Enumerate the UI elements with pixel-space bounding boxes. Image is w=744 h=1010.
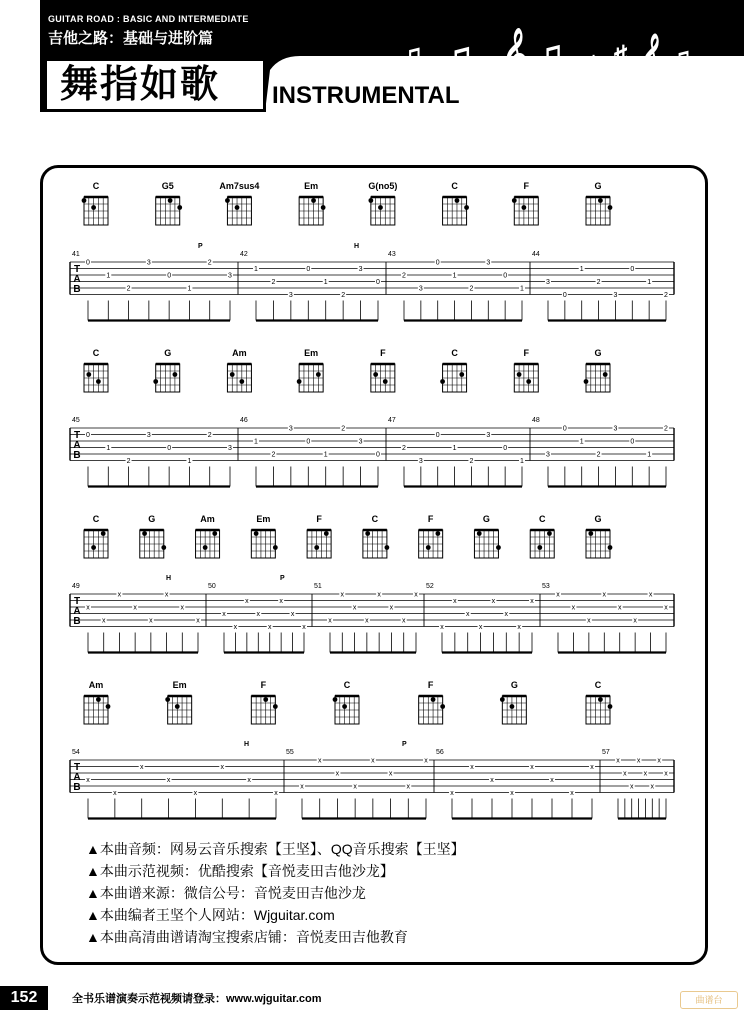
tab-note: x (279, 598, 283, 605)
tab-note: x (267, 624, 272, 631)
info-block (86, 838, 465, 948)
tab-note: 1 (647, 451, 652, 459)
tab-clef-letter: A (73, 274, 81, 285)
technique-mark: H (166, 575, 172, 582)
tab-note: x (478, 624, 483, 631)
chord-dot (142, 531, 147, 536)
chord-dot (165, 697, 170, 702)
chord-dot (173, 372, 178, 377)
tab-note: x (450, 790, 454, 797)
chord-name: F (380, 348, 386, 358)
tab-note: x (328, 617, 332, 625)
tab-note: x (406, 783, 411, 791)
tab-note: 0 (167, 445, 172, 452)
tab-clef-letter: A (73, 772, 81, 783)
tab-note: x (220, 764, 225, 771)
measure-number: 42 (240, 251, 248, 258)
tab-note: 0 (435, 259, 440, 267)
technique-mark: P (280, 575, 285, 582)
tab-note: x (388, 770, 393, 778)
chord-dot (177, 205, 182, 210)
chord-dot (496, 545, 501, 550)
svg-text:♫: ♫ (672, 42, 692, 72)
chord-dot (383, 379, 388, 384)
tab-note: x (247, 777, 251, 784)
info-line-source: ▲本曲谱来源：微信公号：音悦麦田吉他沙龙 (86, 885, 366, 901)
technique-mark: P (402, 741, 407, 748)
chord-dot (464, 205, 469, 210)
watermark-logo: 曲谱台 (680, 991, 738, 1009)
tab-note: 2 (271, 451, 276, 459)
tab-clef-letter: B (73, 782, 81, 793)
chord-dot (297, 379, 302, 384)
measure-number: 44 (532, 251, 540, 258)
measure-number: 57 (602, 749, 610, 756)
tab-note: x (180, 604, 185, 612)
chord-dot (365, 531, 370, 536)
tab-note: x (570, 790, 574, 797)
chord-name: G (594, 348, 602, 358)
song-title-cn: 舞指如歌 (60, 64, 221, 106)
tab-clef-letter: T (73, 596, 81, 607)
tab-note: x (377, 591, 381, 599)
tab-note: x (256, 611, 261, 618)
tab-note: 2 (207, 432, 212, 439)
tab-note: x (440, 624, 444, 631)
measure-number: 46 (240, 417, 248, 424)
chord-name: C (343, 680, 351, 690)
chord-dot (153, 379, 158, 384)
chord-dot (378, 205, 383, 210)
chord-dot (175, 704, 180, 709)
chord-dot (311, 198, 316, 203)
chord-dot (584, 379, 589, 384)
tab-note: 1 (323, 451, 328, 459)
chord-name: Em (304, 348, 319, 358)
chord-name: F (427, 680, 434, 690)
chord-dot (455, 198, 460, 203)
tab-note: x (290, 611, 295, 618)
measure-number: 45 (72, 417, 80, 424)
chord-name: C (371, 514, 379, 524)
chord-dot (342, 704, 347, 709)
tab-note: 1 (579, 438, 584, 446)
tab-note: 0 (630, 266, 635, 273)
tab-note: 0 (435, 432, 440, 439)
tab-note: 3 (228, 445, 232, 452)
tab-note: 1 (254, 438, 258, 446)
chord-dot (588, 531, 593, 536)
chord-dot (96, 697, 101, 702)
tab-note: 3 (546, 451, 550, 459)
tab-note: 3 (358, 438, 363, 446)
tab-note: x (245, 598, 249, 605)
chord-dot (608, 205, 613, 210)
tab-note: x (300, 783, 304, 791)
chord-dot (91, 545, 96, 550)
tab-note: 2 (271, 279, 276, 286)
chord-dot (82, 198, 87, 203)
tab-note: 1 (579, 266, 584, 273)
chord-name: Em (172, 680, 187, 690)
chord-name: C (594, 680, 602, 690)
tab-note: 1 (323, 279, 328, 286)
chord-name: G (594, 181, 602, 191)
chord-name: F (316, 514, 322, 524)
tab-note: x (113, 790, 117, 797)
tab-note: x (414, 591, 418, 599)
tab-note: x (616, 757, 620, 765)
svg-text:𝄞: 𝄞 (640, 35, 664, 79)
chord-name: C (451, 348, 458, 358)
tab-note: 0 (562, 425, 567, 433)
chord-dot (225, 198, 230, 203)
tab-note: 2 (596, 279, 601, 286)
chord-name: G (482, 514, 490, 524)
technique-mark: H (244, 741, 250, 748)
chord-name: G(no5) (368, 181, 398, 191)
tab-note: 3 (288, 425, 293, 433)
tab-note: x (233, 624, 238, 631)
tab-note: x (365, 617, 369, 625)
tab-note: x (517, 624, 521, 631)
svg-text:♪: ♪ (587, 46, 600, 76)
tab-note: x (424, 757, 428, 765)
chord-dot (86, 372, 91, 377)
tab-note: x (465, 611, 470, 618)
tab-note: 2 (126, 285, 131, 293)
svg-text:♫: ♫ (444, 35, 474, 79)
tab-note: 0 (306, 438, 311, 446)
info-line-website: ▲本曲编者王坚个人网站：Wjguitar.com (86, 907, 335, 923)
chord-dot (608, 545, 613, 550)
chord-dot (101, 531, 106, 536)
tab-note: 3 (418, 285, 423, 293)
chord-name: Am7sus4 (219, 181, 260, 191)
chord-dot (263, 697, 268, 702)
measure-number: 54 (72, 749, 80, 756)
measure-number: 56 (436, 749, 444, 756)
chord-name: G (594, 514, 602, 524)
chord-dot (608, 704, 613, 709)
chord-dot (316, 372, 321, 377)
measure-number: 50 (208, 583, 216, 590)
tab-note: 1 (520, 458, 524, 465)
tab-note: 3 (418, 458, 423, 465)
tab-note: 1 (452, 445, 457, 452)
tab-note: x (636, 757, 641, 765)
chord-dot (254, 531, 259, 536)
tab-note: x (274, 790, 278, 797)
chord-dot (212, 531, 217, 536)
tab-note: x (166, 777, 171, 784)
chord-name: G5 (161, 181, 174, 191)
tab-note: x (648, 591, 653, 599)
footer-text: 全书乐谱演奏示范视频请登录：www.wjguitar.com (72, 993, 322, 1005)
chord-name: G (510, 680, 518, 690)
chord-dot (510, 704, 515, 709)
tab-note: 0 (503, 272, 508, 280)
tab-note: x (86, 604, 90, 612)
chord-name: C (92, 181, 100, 191)
tab-clef-letter: A (73, 606, 81, 617)
tab-note: 2 (664, 292, 668, 299)
tab-note: 3 (288, 292, 293, 299)
measure-number: 51 (314, 583, 322, 590)
svg-text:♪: ♪ (702, 55, 712, 77)
chord-dot (537, 545, 542, 550)
tab-note: 1 (187, 458, 192, 465)
chord-dot (96, 379, 101, 384)
tab-note: 3 (613, 425, 618, 433)
tab-note: 2 (469, 285, 474, 293)
page-number: 152 (0, 986, 48, 1010)
tab-note: 0 (503, 445, 508, 452)
technique-mark: P (198, 243, 203, 250)
tab-note: x (193, 790, 198, 797)
tab-clef-letter: T (73, 430, 81, 441)
chord-dot (230, 372, 235, 377)
chord-name: F (260, 680, 267, 690)
tab-note: 1 (254, 266, 258, 273)
tab-note: x (629, 783, 634, 791)
chord-dot (598, 198, 603, 203)
chord-dot (373, 372, 378, 377)
tab-note: x (164, 591, 169, 599)
song-title-en: INSTRUMENTAL (272, 82, 460, 109)
svg-text:𝄞: 𝄞 (502, 29, 529, 78)
tab-note: x (550, 777, 554, 784)
tab-note: x (530, 598, 534, 605)
chord-dot (440, 704, 445, 709)
chord-name: F (523, 348, 530, 358)
chord-dot (477, 531, 482, 536)
tab-note: x (617, 604, 622, 612)
tab-note: 1 (452, 272, 457, 280)
info-line-shop: ▲本曲高清曲谱请淘宝搜索店铺：音悦麦田吉他教育 (86, 929, 408, 945)
tab-note: x (222, 611, 226, 618)
tab-note: x (335, 770, 340, 778)
measure-number: 47 (388, 417, 396, 424)
chord-name: C (92, 514, 100, 524)
tab-note: x (664, 770, 668, 778)
tab-clef-letter: A (73, 440, 81, 451)
chord-name: Em (304, 181, 319, 191)
tab-note: 3 (358, 266, 363, 273)
tab-note: 3 (486, 259, 491, 267)
tab-note: x (353, 783, 357, 791)
tab-note: x (504, 611, 509, 618)
chord-dot (547, 531, 552, 536)
tab-note: x (86, 777, 90, 784)
svg-text:♯: ♯ (614, 40, 627, 70)
measure-number: 53 (542, 583, 550, 590)
chord-dot (321, 205, 326, 210)
tab-note: x (590, 764, 594, 771)
chord-dot (91, 205, 96, 210)
chord-name: F (427, 514, 434, 524)
tab-note: 0 (562, 292, 567, 299)
measure-number: 52 (426, 583, 434, 590)
chord-name: C (92, 348, 100, 358)
tab-note: 0 (306, 266, 311, 273)
tab-note: x (571, 604, 576, 612)
chord-name: Am (88, 680, 104, 690)
tab-note: x (196, 617, 200, 625)
chord-dot (440, 379, 445, 384)
chord-dot (273, 704, 278, 709)
tab-note: 1 (187, 285, 192, 293)
svg-text:♪: ♪ (372, 55, 382, 77)
chord-dot (517, 372, 522, 377)
tab-note: x (657, 757, 661, 765)
tab-note: x (623, 770, 627, 778)
tab-note: 2 (402, 445, 406, 452)
tab-note: 2 (402, 272, 406, 280)
chord-name: F (523, 181, 530, 191)
chord-dot (512, 198, 517, 203)
chord-name: C (451, 181, 458, 191)
chord-name: Am (200, 514, 215, 524)
measure-number: 48 (532, 417, 540, 424)
tab-note: x (317, 757, 322, 765)
chord-name: Am (232, 348, 247, 358)
tab-note: x (491, 598, 496, 605)
tab-note: 3 (546, 279, 550, 286)
chord-dot (598, 697, 603, 702)
tab-note: x (664, 604, 668, 612)
tab-note: 0 (86, 259, 90, 267)
chord-dot (526, 379, 531, 384)
tab-note: 1 (520, 285, 524, 293)
chord-dot (324, 531, 329, 536)
tab-note: 2 (341, 425, 346, 433)
tab-clef-letter: T (73, 762, 81, 773)
tab-note: 2 (126, 458, 131, 465)
tab-note: x (643, 770, 648, 778)
tab-note: 1 (647, 279, 652, 286)
tab-note: x (340, 591, 345, 599)
tab-note: 3 (486, 432, 491, 439)
chord-dot (368, 198, 373, 203)
series-title-cn: 吉他之路：基础与进阶篇 (48, 30, 214, 47)
measure-number: 43 (388, 251, 396, 258)
chord-name: Em (256, 514, 271, 524)
technique-mark: H (354, 243, 360, 250)
chord-dot (459, 372, 464, 377)
svg-text:♫: ♫ (402, 39, 423, 70)
chord-dot (431, 697, 436, 702)
tab-note: 3 (146, 432, 151, 439)
tab-note: 1 (106, 445, 111, 452)
tab-note: 0 (376, 451, 380, 459)
tab-note: 3 (228, 272, 232, 280)
tab-clef-letter: T (73, 264, 81, 275)
tab-note: 2 (664, 425, 668, 433)
tab-clef-letter: B (73, 284, 81, 295)
chord-dot (333, 697, 338, 702)
info-line-video: ▲本曲示范视频：优酷搜索【音悦麦田吉他沙龙】 (86, 863, 394, 879)
tab-note: x (371, 757, 375, 765)
tab-clef-letter: B (73, 616, 81, 627)
tab-note: 2 (469, 458, 474, 465)
chord-dot (426, 545, 431, 550)
chord-dot (500, 697, 505, 702)
tab-note: x (470, 764, 474, 771)
chord-name: C (538, 514, 546, 524)
chord-dot (314, 545, 319, 550)
measure-number: 41 (72, 251, 80, 258)
chord-dot (239, 379, 244, 384)
tab-clef-letter: B (73, 450, 81, 461)
chord-dot (203, 545, 208, 550)
tab-note: 2 (341, 292, 346, 299)
tab-note: x (139, 764, 144, 771)
chord-name: G (148, 514, 156, 524)
measure-number: 49 (72, 583, 80, 590)
tab-note: x (650, 783, 655, 791)
tab-note: 1 (106, 272, 111, 280)
svg-text:♫: ♫ (537, 33, 564, 74)
tab-note: x (453, 598, 457, 605)
chord-dot (273, 545, 278, 550)
tab-note: x (101, 617, 106, 625)
tab-note: x (490, 777, 494, 784)
tab-note: x (556, 591, 560, 599)
tab-note: x (352, 604, 357, 612)
chord-dot (435, 531, 440, 536)
tab-note: x (401, 617, 406, 625)
tab-note: x (530, 764, 534, 771)
tab-note: 3 (146, 259, 151, 267)
tab-note: 0 (167, 272, 172, 280)
series-title-en: GUITAR ROAD : BASIC AND INTERMEDIATE (48, 14, 249, 24)
measure-number: 55 (286, 749, 294, 756)
tab-note: x (133, 604, 137, 612)
tab-note: x (389, 604, 394, 612)
tab-note: x (633, 617, 637, 625)
tab-note: x (587, 617, 591, 625)
chord-dot (521, 205, 526, 210)
tab-note: 2 (207, 259, 212, 267)
tab-note: x (302, 624, 306, 631)
chord-dot (603, 372, 608, 377)
tab-note: x (117, 591, 122, 599)
chord-dot (161, 545, 166, 550)
tab-note: 2 (596, 451, 601, 459)
chord-name: G (164, 348, 172, 358)
info-line-audio: ▲本曲音频：网易云音乐搜索【王坚】、QQ音乐搜索【王坚】 (86, 841, 465, 857)
tab-note: 0 (630, 438, 635, 446)
chord-dot (168, 198, 173, 203)
chord-dot (235, 205, 240, 210)
tab-note: 0 (376, 279, 380, 286)
tab-note: x (602, 591, 607, 599)
tab-note: x (510, 790, 514, 797)
chord-dot (106, 704, 111, 709)
tab-note: 3 (613, 292, 618, 299)
tab-note: 0 (86, 432, 90, 439)
chord-dot (384, 545, 389, 550)
tab-note: x (149, 617, 153, 625)
